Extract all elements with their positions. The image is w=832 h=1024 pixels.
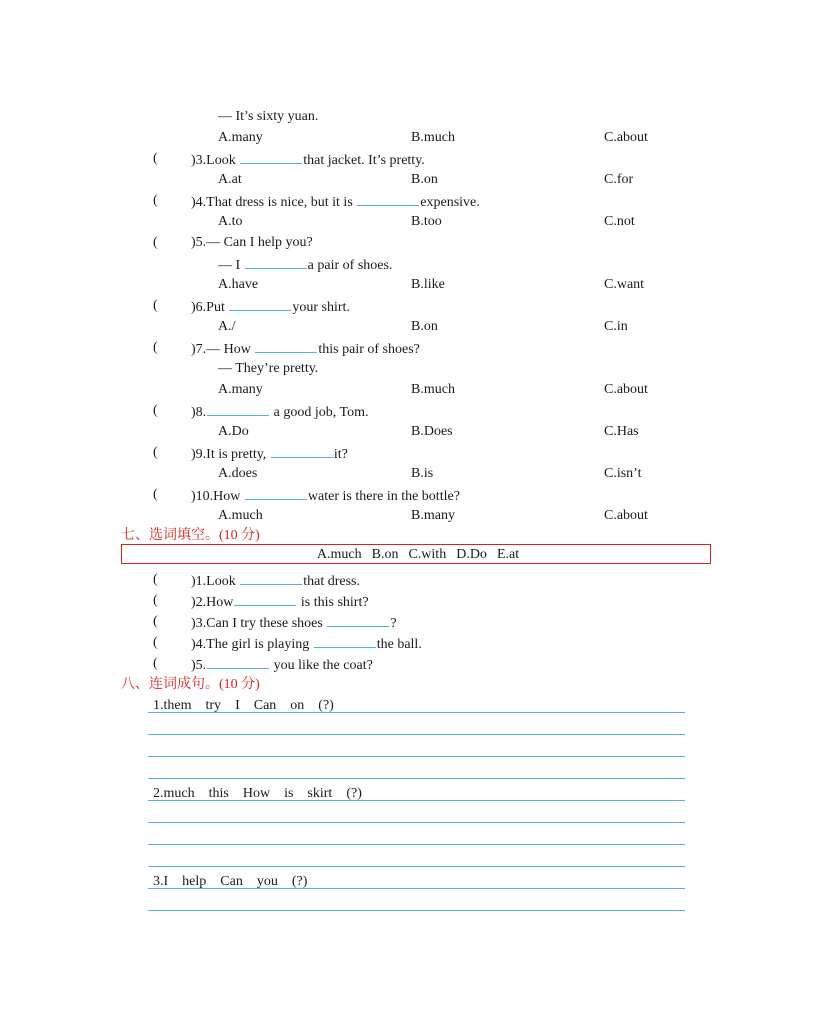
s7-q4-answer-paren[interactable]: (: [153, 635, 158, 650]
scrambled-word: much: [163, 786, 195, 801]
scrambled-word: I: [235, 698, 240, 713]
section8-title: 八、连词成句。(10 分): [121, 677, 260, 692]
section7-title: 七、选词填空。(10 分): [121, 528, 260, 543]
q8-number: )8.: [191, 405, 207, 420]
q7-text-after: this pair of shoes?: [318, 342, 420, 357]
q7-number: )7.: [191, 342, 207, 357]
s8-q2-writing-line[interactable]: [148, 800, 685, 801]
q6-text-after: your shirt.: [292, 300, 350, 315]
q9-option-b: B.is: [411, 466, 434, 481]
q9-question: [191, 444, 348, 464]
q8-option-b: B.Does: [411, 424, 453, 439]
q6-number: )6.: [191, 300, 207, 315]
s7-q5-blank[interactable]: [207, 655, 269, 669]
s7-q2-text-after: is this shirt?: [297, 595, 369, 610]
s8-q1-number: 1.: [153, 698, 164, 713]
word-bank-item: E.at: [496, 547, 520, 562]
q10-text-after: water is there in the bottle?: [307, 489, 460, 504]
q7-option-c: C.about: [604, 382, 648, 397]
s8-q3-number: 3.: [153, 874, 164, 889]
s7-q5-answer-paren[interactable]: (: [153, 656, 158, 671]
q9-option-c: C.isn’t: [604, 466, 642, 481]
scrambled-word: Can: [253, 698, 277, 713]
q5-line2-before: — I: [218, 258, 244, 273]
q3-answer-paren[interactable]: (: [153, 151, 158, 166]
s8-q1-writing-line[interactable]: [148, 734, 685, 735]
s7-q2-answer-paren[interactable]: (: [153, 593, 158, 608]
scrambled-word: this: [208, 786, 229, 801]
word-bank-item: A.much: [316, 547, 362, 562]
scrambled-word: on: [290, 698, 305, 713]
q6-option-b: B.on: [411, 319, 438, 334]
q10-option-a: A.much: [218, 508, 263, 523]
s7-q5-question: [191, 655, 373, 675]
q6-blank[interactable]: [229, 297, 291, 311]
s7-q4-blank[interactable]: [314, 634, 376, 648]
q3-number: )3.: [191, 153, 207, 168]
s7-q3-answer-paren[interactable]: (: [153, 614, 158, 629]
q9-number: )9.: [191, 447, 207, 462]
q9-text-after: it?: [333, 447, 348, 462]
q3-text-before: Look: [206, 153, 240, 168]
s7-q3-number: )3.: [191, 616, 207, 631]
q10-option-c: C.about: [604, 508, 648, 523]
q6-option-c: C.in: [604, 319, 628, 334]
word-bank-item: C.with: [408, 547, 447, 562]
s7-q3-text-after: ?: [390, 616, 397, 631]
q5-blank[interactable]: [245, 255, 307, 269]
q10-blank[interactable]: [245, 486, 307, 500]
q6-question: [191, 297, 350, 317]
q5-answer-line: [218, 255, 392, 275]
s7-q2-question: [191, 592, 369, 612]
q4-answer-paren[interactable]: (: [153, 193, 158, 208]
q2-answer-line: — It’s sixty yuan.: [218, 109, 319, 124]
q8-answer-paren[interactable]: (: [153, 403, 158, 418]
q4-blank[interactable]: [357, 192, 419, 206]
q4-text-before: That dress is nice, but it is: [206, 195, 357, 210]
q3-blank[interactable]: [240, 150, 302, 164]
s7-q1-text-before: Look: [206, 574, 240, 589]
q5-text: — Can I help you?: [206, 235, 313, 250]
q7-question: [191, 339, 420, 359]
q5-option-b: B.like: [411, 277, 445, 292]
q3-question: [191, 150, 425, 170]
s8-q2-writing-line[interactable]: [148, 822, 685, 823]
q4-number: )4.: [191, 195, 207, 210]
q9-blank[interactable]: [271, 444, 333, 458]
q5-line2-after: a pair of shoes.: [307, 258, 393, 273]
scrambled-word: help: [182, 874, 207, 889]
q7-blank[interactable]: [255, 339, 317, 353]
s8-q1-writing-line[interactable]: [148, 756, 685, 757]
q8-blank[interactable]: [207, 402, 269, 416]
scrambled-word: (?): [291, 874, 308, 889]
q8-option-a: A.Do: [218, 424, 249, 439]
q3-option-c: C.for: [604, 172, 634, 187]
word-bank-item: B.on: [371, 547, 399, 562]
q6-text-before: Put: [206, 300, 229, 315]
s7-q5-text-after: you like the coat?: [270, 658, 373, 673]
s7-q4-text-before: The girl is playing: [206, 637, 313, 652]
q6-answer-paren[interactable]: (: [153, 298, 158, 313]
s7-q2-number: )2.: [191, 595, 207, 610]
s8-q2-writing-line[interactable]: [148, 866, 685, 867]
q7-option-b: B.much: [411, 382, 455, 397]
scrambled-word: you: [256, 874, 278, 889]
q5-number: )5.: [191, 235, 207, 250]
scrambled-word: Can: [220, 874, 243, 889]
q8-question: [191, 402, 369, 422]
scrambled-word: (?): [318, 698, 334, 713]
s7-q2-blank[interactable]: [234, 592, 296, 606]
q2-option-a: A.many: [218, 130, 263, 145]
s8-q2-number: 2.: [153, 786, 164, 801]
s7-q3-blank[interactable]: [327, 613, 389, 627]
s7-q2-text-before: How: [206, 595, 234, 610]
q10-question: [191, 486, 460, 506]
q9-option-a: A.does: [218, 466, 258, 481]
s7-q4-question: [191, 634, 422, 654]
q5-option-c: C.want: [604, 277, 645, 292]
q2-option-c: C.about: [604, 130, 648, 145]
q7-option-a: A.many: [218, 382, 263, 397]
q3-text-after: that jacket. It’s pretty.: [303, 153, 425, 168]
s7-q1-blank[interactable]: [240, 571, 302, 585]
s8-q3-writing-line[interactable]: [148, 888, 685, 889]
s7-q4-text-after: the ball.: [376, 637, 422, 652]
s7-q1-question: [191, 571, 360, 591]
q4-option-c: C.not: [604, 214, 635, 229]
scrambled-word: (?): [346, 786, 362, 801]
s7-q3-text-before: Can I try these shoes: [206, 616, 327, 631]
word-bank-item: D.Do: [456, 547, 487, 562]
q7-answer-paren[interactable]: (: [153, 340, 158, 355]
q6-option-a: A./: [218, 319, 236, 334]
q8-text-after: a good job, Tom.: [270, 405, 369, 420]
s7-q1-text-after: that dress.: [303, 574, 360, 589]
scrambled-word: try: [205, 698, 222, 713]
s7-q1-number: )1.: [191, 574, 207, 589]
q10-number: )10.: [191, 489, 214, 504]
s7-q3-question: [191, 613, 397, 633]
q5-option-a: A.have: [218, 277, 259, 292]
s7-q1-answer-paren[interactable]: (: [153, 572, 158, 587]
scrambled-word: is: [284, 786, 294, 801]
q7-text-before: — How: [206, 342, 255, 357]
q4-text-after: expensive.: [420, 195, 480, 210]
q5-answer-paren[interactable]: (: [153, 235, 158, 250]
s8-q1-writing-line[interactable]: [148, 778, 685, 779]
s7-q5-number: )5.: [191, 658, 207, 673]
s7-q4-number: )4.: [191, 637, 207, 652]
q3-option-a: A.at: [218, 172, 242, 187]
q5-question: [191, 234, 313, 252]
s8-q1-writing-line[interactable]: [148, 712, 685, 713]
q10-option-b: B.many: [411, 508, 455, 523]
scrambled-word: them: [163, 698, 192, 713]
scrambled-word: How: [242, 786, 271, 801]
q4-option-a: A.to: [218, 214, 243, 229]
q4-option-b: B.too: [411, 214, 442, 229]
q7-answer-line: — They’re pretty.: [218, 361, 319, 376]
s8-q3-writing-line[interactable]: [148, 910, 685, 911]
q9-answer-paren[interactable]: (: [153, 445, 158, 460]
q8-option-c: C.Has: [604, 424, 639, 439]
q4-question: [191, 192, 480, 212]
q9-text-before: It is pretty,: [206, 447, 270, 462]
s8-q2-writing-line[interactable]: [148, 844, 685, 845]
q3-option-b: B.on: [411, 172, 438, 187]
scrambled-word: I: [163, 874, 169, 889]
scrambled-word: skirt: [307, 786, 333, 801]
section7-word-bank: [121, 544, 711, 564]
q10-text-before: How: [213, 489, 244, 504]
q2-option-b: B.much: [411, 130, 455, 145]
q10-answer-paren[interactable]: (: [153, 487, 158, 502]
